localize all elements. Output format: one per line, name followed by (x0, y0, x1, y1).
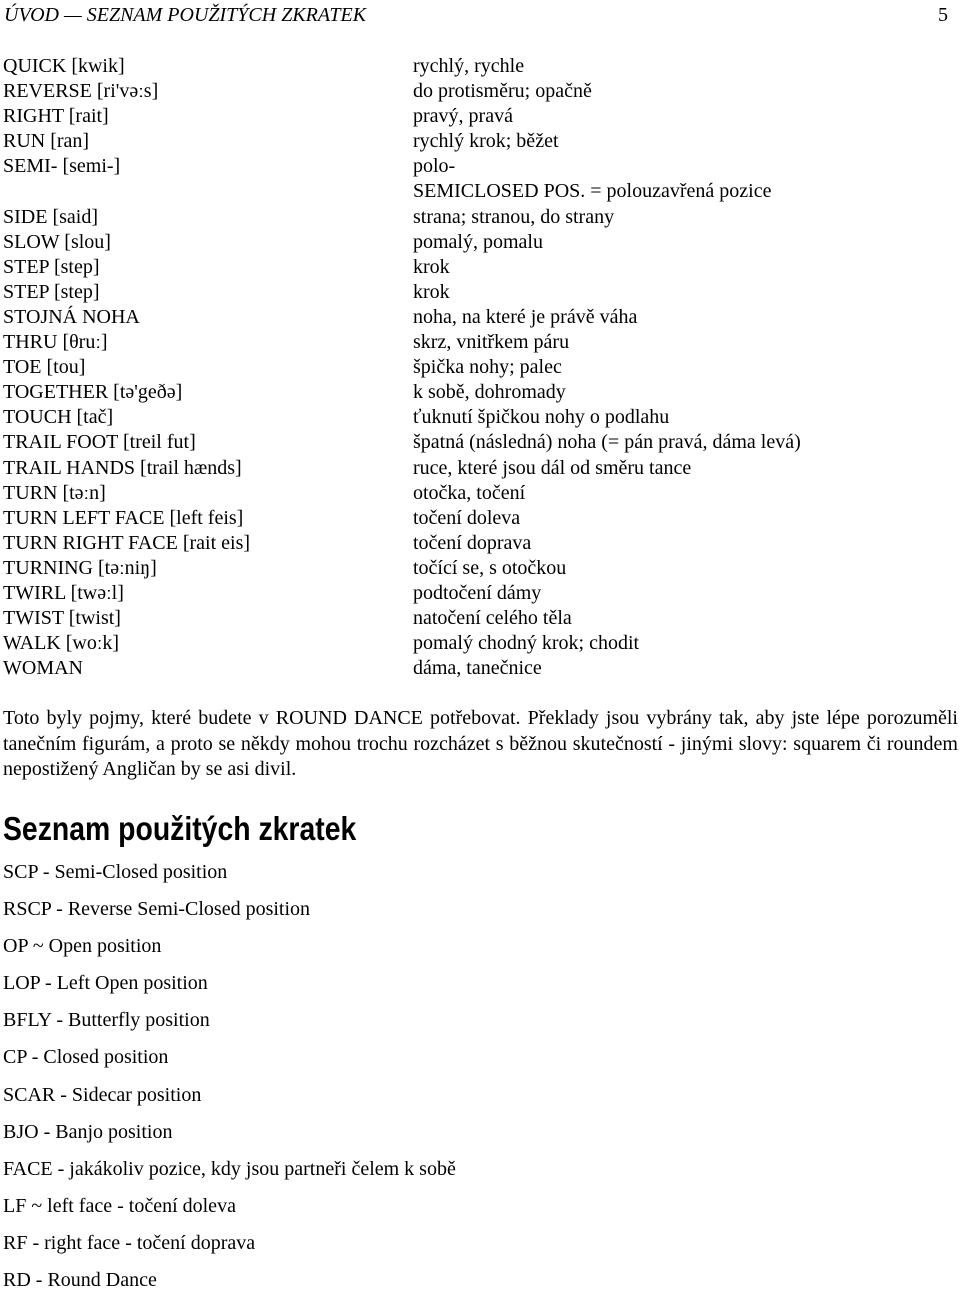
glossary-definition: do protisměru; opačně (413, 80, 592, 103)
glossary-definition: krok (413, 255, 450, 278)
glossary-definition: rychlý krok; běžet (413, 130, 559, 153)
glossary-definition: polo- SEMICLOSED POS. = polouzavřená pozice (413, 155, 772, 203)
glossary-definition: ruce, které jsou dál od směru tance (413, 456, 692, 479)
abbreviation-item: FACE - jakákoliv pozice, kdy jsou partneři čelem k sobě (3, 1157, 456, 1180)
abbreviation-item: OP ~ Open position (3, 935, 162, 958)
glossary-row (3, 380, 953, 405)
glossary-row (3, 656, 953, 681)
glossary-definition: otočka, točení (413, 481, 526, 504)
glossary-term: SIDE [said] (3, 205, 98, 228)
glossary-row (3, 481, 953, 506)
glossary-definition: natočení celého těla (413, 607, 572, 630)
glossary-term: TRAIL FOOT [treil fut] (3, 431, 196, 454)
glossary-term: TRAIL HANDS [trail hænds] (3, 456, 242, 479)
glossary-definition: k sobě, dohromady (413, 381, 566, 404)
glossary-term: TWIST [twist] (3, 607, 121, 630)
glossary-row (3, 330, 953, 355)
abbreviation-list (3, 859, 456, 1304)
abbreviation-item: RF - right face - točení doprava (3, 1231, 256, 1254)
glossary-row (3, 456, 953, 481)
running-header-title: ÚVOD — SEZNAM POUŽITÝCH ZKRATEK (4, 4, 367, 26)
glossary-term: SLOW [slou] (3, 230, 111, 253)
abbreviation-item: BFLY - Butterfly position (3, 1009, 210, 1032)
glossary-row (3, 305, 953, 330)
glossary-row (3, 606, 953, 631)
abbreviation-item: RSCP - Reverse Semi-Closed position (3, 898, 311, 921)
glossary-list (3, 54, 953, 681)
glossary-row (3, 430, 953, 455)
glossary-definition: špička nohy; palec (413, 356, 562, 379)
glossary-row (3, 79, 953, 104)
glossary-row (3, 581, 953, 606)
glossary-definition: točení doleva (413, 506, 521, 529)
glossary-term: WOMAN (3, 657, 83, 680)
abbreviation-item: SCP - Semi-Closed position (3, 861, 228, 883)
glossary-row (3, 205, 953, 230)
glossary-term: TURNING [təːniŋ] (3, 556, 157, 579)
glossary-row (3, 54, 953, 79)
abbreviation-item: LOP - Left Open position (3, 972, 208, 995)
page-number: 5 (938, 4, 948, 26)
abbreviation-item: SCAR - Sidecar position (3, 1083, 202, 1106)
glossary-row (3, 506, 953, 531)
glossary-definition: skrz, vnitřkem páru (413, 331, 570, 354)
glossary-definition: pomalý chodný krok; chodit (413, 632, 640, 655)
glossary-definition: točící se, s otočkou (413, 556, 567, 579)
glossary-row (3, 405, 953, 430)
glossary-definition: ťuknutí špičkou nohy o podlahu (413, 406, 670, 429)
glossary-row (3, 531, 953, 556)
glossary-row (3, 255, 953, 280)
glossary-term: THRU [θruː] (3, 331, 108, 354)
glossary-row (3, 556, 953, 581)
page-header (4, 4, 948, 30)
glossary-term: TOE [tou] (3, 356, 86, 379)
abbreviation-item: BJO - Banjo position (3, 1120, 173, 1143)
glossary-definition: krok (413, 280, 450, 303)
glossary-term: TURN LEFT FACE [left feis] (3, 506, 244, 529)
glossary-term: TURN [təːn] (3, 481, 106, 504)
glossary-term: WALK [woːk] (3, 632, 120, 655)
intro-paragraph: Toto byly pojmy, které budete v ROUND DANCE potřebovat. Překlady jsou vybrány tak, aby jste lépe porozuměli tanečním figurám, a proto se někdy mohou trochu rozcházet s běžnou skutečností - jinými slovy: squarem či roundem nepostižený Angličan by se asi divil. (3, 707, 958, 780)
glossary-term: STOJNÁ NOHA (3, 305, 140, 328)
glossary-row (3, 154, 953, 204)
glossary-row (3, 355, 953, 380)
glossary-row (3, 104, 953, 129)
glossary-term: QUICK [kwik] (3, 55, 125, 77)
glossary-term: TURN RIGHT FACE [rait eis] (3, 531, 251, 554)
glossary-term: TOGETHER [tə'geðə] (3, 381, 183, 404)
abbreviation-item: RD - Round Dance (3, 1269, 157, 1292)
glossary-definition: rychlý, rychle (413, 55, 525, 77)
glossary-definition: pomalý, pomalu (413, 230, 543, 253)
glossary-definition: noha, na které je právě váha (413, 305, 638, 328)
glossary-definition: podtočení dámy (413, 581, 542, 604)
glossary-row (3, 631, 953, 656)
glossary-row (3, 129, 953, 154)
glossary-term: TOUCH [tač] (3, 406, 114, 429)
glossary-term: TWIRL [twəːl] (3, 581, 124, 604)
glossary-definition: strana; stranou, do strany (413, 205, 615, 228)
glossary-definition: dáma, tanečnice (413, 657, 542, 680)
section-title: Seznam použitých zkratek (3, 810, 357, 847)
glossary-definition: špatná (následná) noha (= pán pravá, dáma levá) (413, 431, 801, 454)
glossary-row (3, 280, 953, 305)
abbreviation-item: LF ~ left face - točení doleva (3, 1194, 236, 1217)
glossary-definition: točení doprava (413, 531, 532, 554)
glossary-term: STEP [step] (3, 255, 100, 278)
glossary-row (3, 230, 953, 255)
glossary-term: REVERSE [ri'vəːs] (3, 80, 159, 103)
glossary-term: RUN [ran] (3, 130, 90, 153)
glossary-term: STEP [step] (3, 280, 100, 303)
glossary-term: SEMI- [semi-] (3, 155, 121, 178)
abbreviation-item: CP - Closed position (3, 1046, 169, 1069)
glossary-term: RIGHT [rait] (3, 105, 109, 128)
glossary-definition: pravý, pravá (413, 105, 513, 128)
